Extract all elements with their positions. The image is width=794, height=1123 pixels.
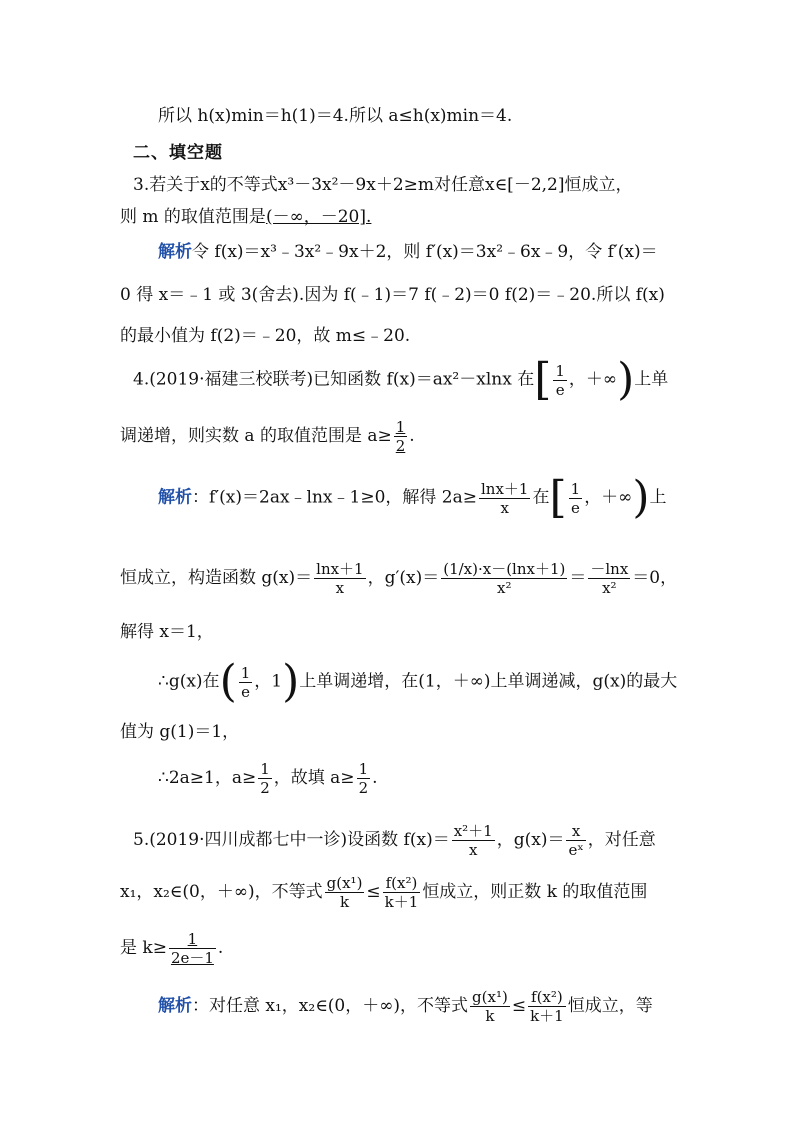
denominator: e: [239, 682, 253, 701]
denominator: k＋1: [530, 1007, 564, 1025]
text: ：对任意 x₁，x₂∈(0，＋∞)，不等式: [192, 996, 469, 1016]
fraction: [325, 874, 365, 911]
text: ＝0，: [632, 568, 678, 588]
fraction: [452, 822, 495, 859]
text: 上单调递增，在(1，＋∞)上单调递减，g(x)的最大: [299, 671, 678, 692]
numerator: f(x²): [531, 988, 563, 1006]
text: 上: [649, 487, 667, 508]
denominator: x: [479, 498, 530, 517]
question-5: [133, 822, 656, 859]
denominator: x²: [588, 578, 630, 597]
fraction: [470, 988, 510, 1025]
fraction: [528, 988, 566, 1025]
numerator: 1: [395, 418, 406, 436]
bracket: ): [617, 354, 635, 405]
text: 则 m 的取值范围是: [120, 207, 266, 227]
answer: (－∞，－20].: [265, 207, 372, 227]
denominator: x²: [441, 578, 567, 597]
numerator: x²＋1: [453, 822, 493, 840]
text: .: [217, 938, 224, 958]
bracket: ): [632, 472, 650, 523]
fraction: [383, 874, 421, 911]
denominator: e: [553, 380, 567, 399]
denominator: k: [325, 892, 365, 911]
fraction: [566, 822, 585, 859]
text: 5.(2019·四川成都七中一诊)设函数 f(x)＝: [133, 830, 450, 850]
text: 是 k≥: [120, 938, 167, 958]
solution-3-line: 0 得 x＝﹣1 或 3(舍去).因为 f(﹣1)＝7 f(﹣2)＝0 f(2)＝﹣20.所以 f(x): [120, 285, 665, 305]
text: x₁，x₂∈(0，＋∞)，不等式: [120, 882, 323, 902]
text: ，对任意: [587, 830, 656, 850]
question-4-answer-line: [120, 418, 415, 455]
section-heading: 二、填空题: [133, 143, 223, 163]
numerator: 1: [240, 663, 251, 682]
solution-5-line: [158, 988, 653, 1025]
fraction: [588, 560, 630, 597]
denominator: 2: [260, 779, 270, 797]
solution-label: 解析: [158, 996, 192, 1016]
fraction: [479, 480, 530, 517]
solution-4-line: 解得 x＝1，: [120, 622, 214, 642]
bracket: ): [282, 656, 300, 707]
text: 令 f(x)＝x³﹣3x²﹣9x＋2，则 f′(x)＝3x²﹣6x﹣9，令 f′(x)＝: [192, 242, 658, 262]
solution-4-line: [158, 472, 667, 523]
solution-3-line: [158, 240, 658, 264]
solution-label: 解析: [158, 487, 192, 508]
fraction: [569, 480, 583, 517]
fraction: [441, 560, 567, 597]
numerator: f(x²): [385, 874, 418, 892]
numerator: 1: [555, 361, 565, 380]
text: 恒成立，则正数 k 的取值范围: [422, 882, 648, 902]
text: ∴2a≥1，a≥: [158, 768, 257, 788]
text: 在: [532, 487, 550, 508]
text: 恒成立，等: [567, 996, 653, 1016]
text: 上单: [634, 369, 669, 390]
text: .: [409, 426, 415, 446]
text-line: 所以 h(x)min＝h(1)＝4.所以 a≤h(x)min＝4.: [158, 106, 513, 126]
numerator: －lnx: [590, 560, 629, 578]
denominator: k: [470, 1006, 510, 1025]
numerator: (1/x)·x－(lnx＋1): [443, 560, 566, 578]
fraction: [239, 664, 253, 701]
text: ：f′(x)＝2ax﹣lnx﹣1≥0，解得 2a≥: [192, 487, 477, 508]
text: 恒成立，构造函数 g(x)＝: [120, 568, 313, 588]
numerator: 1: [187, 930, 198, 948]
text: ，＋∞: [568, 369, 618, 390]
solution-4-line: [120, 560, 677, 597]
fraction: [357, 760, 371, 797]
denominator: x: [452, 840, 495, 859]
denominator: x: [314, 578, 365, 597]
question-4: [133, 354, 669, 405]
text: .: [372, 768, 378, 788]
text: 调递增，则实数 a 的取值范围是 a≥: [120, 426, 392, 446]
text: ，＋∞: [584, 487, 633, 508]
text: ＝: [569, 568, 587, 588]
text: ，g′(x)＝: [367, 568, 440, 588]
solution-3-line: 的最小值为 f(2)＝﹣20，故 m≤﹣20.: [120, 326, 411, 346]
fraction: [314, 560, 365, 597]
denominator: 2: [358, 779, 369, 797]
text: ≤: [511, 996, 527, 1016]
numerator: x: [571, 822, 581, 840]
text: ，1: [254, 671, 283, 692]
question-5-answer-line: [120, 930, 223, 967]
text: ≤: [366, 882, 381, 902]
numerator: lnx＋1: [481, 479, 529, 498]
question-3-answer-line: [120, 205, 371, 229]
fraction: [553, 362, 567, 399]
numerator: g(x¹): [326, 874, 363, 892]
numerator: 1: [570, 479, 581, 498]
text: ，故填 a≥: [273, 768, 355, 788]
solution-4-line: 值为 g(1)＝1，: [120, 722, 240, 742]
numerator: 1: [260, 760, 270, 778]
text: ，g(x)＝: [496, 830, 565, 850]
numerator: lnx＋1: [316, 560, 364, 578]
numerator: g(x¹): [472, 988, 508, 1006]
question-3: 3.若关于x的不等式x³－3x²－9x＋2≥m对任意x∈[－2,2]恒成立，: [133, 175, 633, 195]
bracket: (: [219, 656, 237, 707]
bracket: [: [549, 472, 567, 523]
fraction: [394, 418, 408, 455]
solution-label: 解析: [158, 242, 192, 262]
question-5-line: [120, 874, 647, 911]
denominator: 2e－1: [170, 949, 214, 967]
fraction: [258, 760, 272, 797]
denominator: e: [569, 498, 583, 517]
numerator: 1: [358, 760, 369, 778]
text: ∴g(x)在: [158, 671, 220, 692]
solution-4-line: [158, 656, 678, 707]
denominator: 2: [395, 437, 406, 455]
fraction: [169, 930, 216, 967]
denominator: k＋1: [384, 893, 419, 911]
denominator: eˣ: [568, 841, 584, 859]
solution-4-line: [158, 760, 378, 797]
text: 4.(2019·福建三校联考)已知函数 f(x)＝ax²－xlnx 在: [133, 369, 535, 390]
bracket: [: [534, 354, 552, 405]
